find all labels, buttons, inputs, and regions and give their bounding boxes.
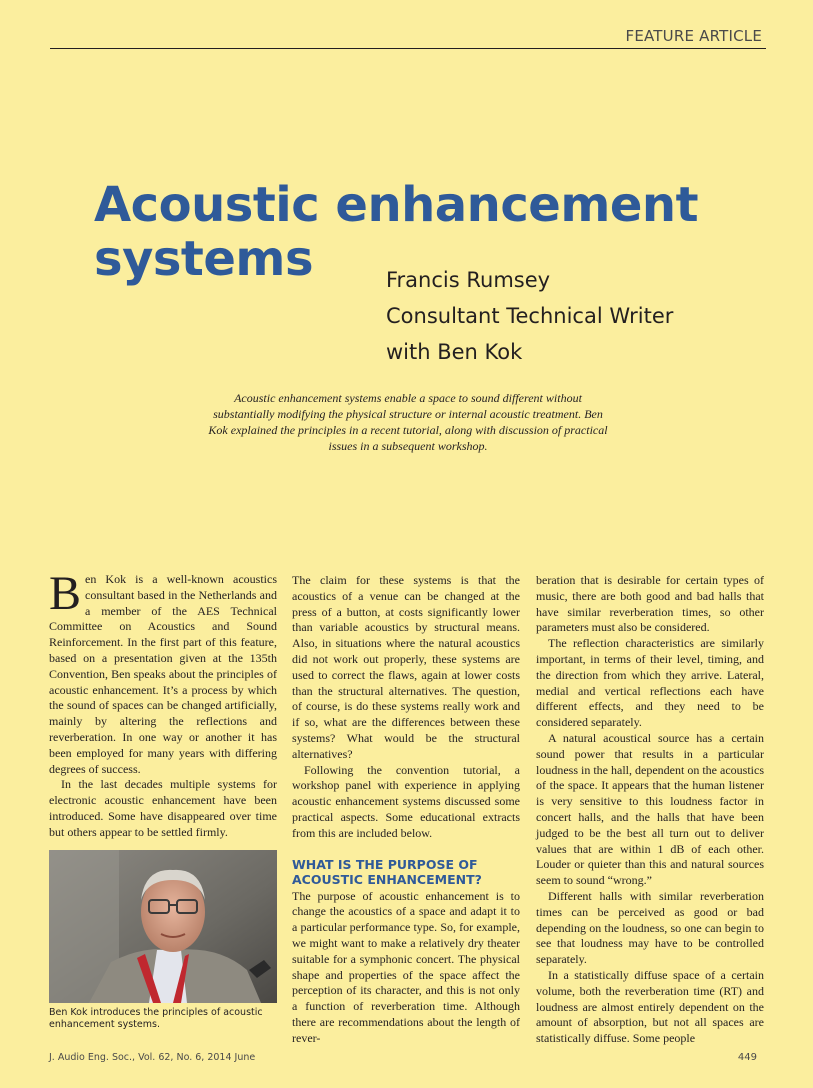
- paragraph: Different halls with similar reverberation times can be perceived as good or bad depending on the loudness, so one can begin to see that loudness may have to be controlled separately.: [536, 888, 764, 967]
- title-line-1: Acoustic enhancement: [94, 177, 699, 233]
- paragraph: The purpose of acoustic enhancement is to change the acoustics of a space and adapt it to a particular performance type. So, for example, we might want to make a relatively dry theater suitable for a symphonic concert. The physical shape and properties of the space affect the perception of its character, and this is not only a function of reverberation time. Although there are recommendations about the length of rever-: [292, 888, 520, 1045]
- co-author: with Ben Kok: [386, 340, 523, 364]
- journal-citation: J. Audio Eng. Soc., Vol. 62, No. 6, 2014 June: [49, 1052, 256, 1063]
- column-3: [536, 573, 764, 1047]
- paragraph: The reflection characteristics are similarly important, in terms of their level, timing, and the direction from which they arrive. Lateral, medial and vertical reflections each have different effects, and they need to be considered separately.: [536, 636, 764, 730]
- paragraph-text: en Kok is a well-known acoustics consultant based in the Netherlands and a member of the AES Technical Committee on Acoustics and Sound Reinforcement. In the first part of this feature, based on a presentation given at the 135th Convention, Ben speaks about the principles of acoustic enhancement. It’s a process by which the sound of spaces can be changed artificially, mainly by altering the reflections and reverberation. In one way or another it has been employed for many years with differing degrees of success.: [49, 572, 277, 776]
- author-name: Francis Rumsey: [386, 268, 551, 292]
- speaker-photo-image: [49, 850, 277, 1003]
- title-line-2: systems: [94, 231, 314, 287]
- column-2: [292, 573, 520, 1047]
- paragraph: Following the convention tutorial, a workshop panel with experience in applying acoustic enhancement systems discussed some practical aspects. Some educational extracts from this are included below.: [292, 762, 520, 840]
- page-number: 449: [737, 1052, 757, 1063]
- header-rule: [50, 48, 766, 49]
- paragraph: A natural acoustical source has a certain sound power that results in a particular loudness in the hall, dependent on the acoustics of the space. It appears that the human listener is very sensitive to this loudness factor in concert halls, and the halls that have been judged to be the best all turn out to deliver values that are within 1 dB of each other. Louder or quieter than this and natural sources seem to sound “wrong.”: [536, 730, 764, 888]
- drop-cap: B: [49, 567, 82, 620]
- speaker-photo: [49, 850, 277, 1003]
- paragraph: In a statistically diffuse space of a certain volume, both the reverberation time (RT) and loudness are almost entirely dependent on the amount of absorption, but not all spaces are statistically diffuse. Some people: [536, 967, 764, 1046]
- section-heading: WHAT IS THE PURPOSE OF ACOUSTIC ENHANCEMENT?: [292, 856, 482, 887]
- section-label: FEATURE ARTICLE: [625, 27, 762, 45]
- photo-caption: Ben Kok introduces the principles of acoustic enhancement systems.: [49, 1007, 263, 1030]
- paragraph: beration that is desirable for certain types of music, there are both good and bad halls that have similar reverberation times, so other parameters must also be considered.: [536, 573, 764, 635]
- author-role: Consultant Technical Writer: [386, 304, 674, 328]
- paragraph: In the last decades multiple systems for electronic acoustic enhancement have been introduced. Some have disappeared over time but others appear to be settled firmly.: [49, 777, 277, 839]
- paragraph: [49, 567, 277, 777]
- column-1: [49, 567, 277, 841]
- abstract: Acoustic enhancement systems enable a space to sound different without substantially modifying the physical structure or internal acoustic treatment. Ben Kok explained the principles in a recent tutorial, along with discussion of practical issues in a subsequent workshop.: [208, 391, 608, 453]
- paragraph: The claim for these systems is that the acoustics of a venue can be changed at the press of a button, at costs significantly lower than variable acoustics by structural means. Also, in situations where the natural acoustics did not work out properly, these systems are used to correct the flaws, again at lower costs than the structural alternatives. The question, of course, is do these systems really work and if so, what are the differences between these systems? What would be the structural alternatives?: [292, 573, 520, 761]
- author-block: [386, 262, 673, 370]
